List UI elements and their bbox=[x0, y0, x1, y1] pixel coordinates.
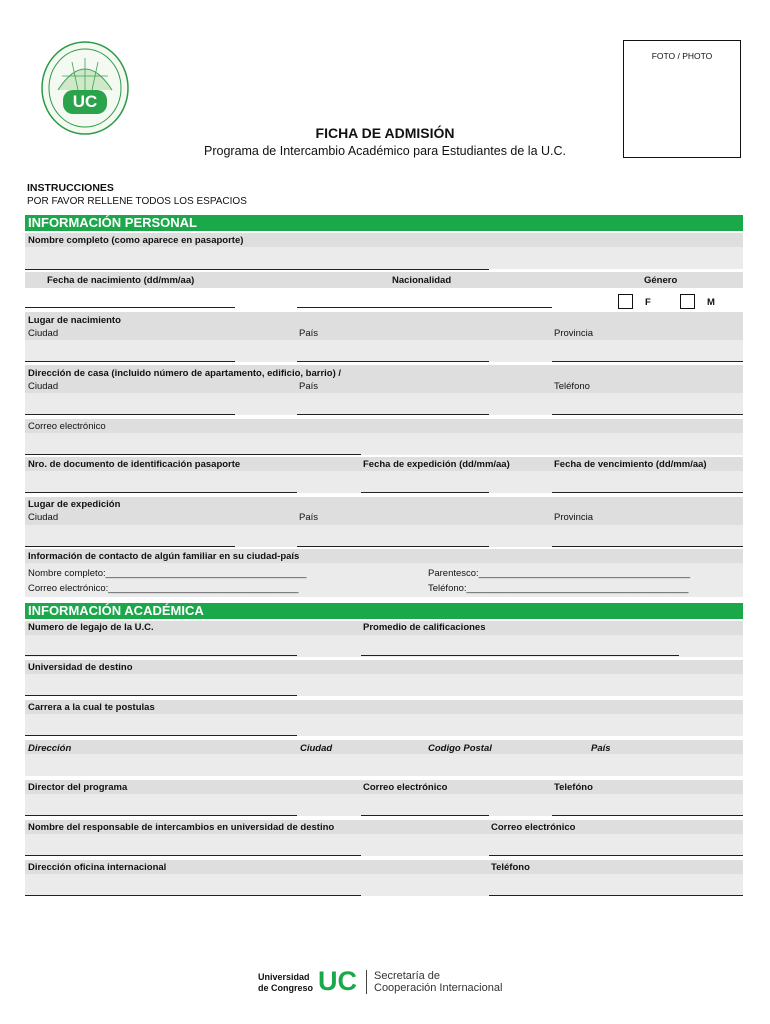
dest-country-label: País bbox=[591, 743, 611, 754]
passport-id-field[interactable] bbox=[25, 492, 297, 493]
gpa-field[interactable] bbox=[361, 655, 679, 656]
exchange-manager-label: Nombre del responsable de intercambios en universidad de destino bbox=[28, 822, 335, 833]
footer-secretaria-line2: Cooperación Internacional bbox=[374, 982, 503, 994]
birth-country-label: País bbox=[299, 328, 319, 339]
manager-email-field[interactable] bbox=[489, 855, 743, 856]
footer-uc-mark: UC bbox=[318, 966, 357, 996]
birth-province-field[interactable] bbox=[552, 361, 743, 362]
passport-id-label: Nro. de documento de identificación pasaporte bbox=[28, 459, 241, 470]
family-phone-field[interactable]: Teléfono:__________________________________________ bbox=[428, 583, 689, 594]
row-bg bbox=[25, 419, 743, 433]
nationality-field[interactable] bbox=[297, 307, 552, 308]
issue-date-field[interactable] bbox=[361, 492, 489, 493]
dest-address-label: Dirección bbox=[28, 743, 72, 754]
home-phone-field[interactable] bbox=[552, 414, 743, 415]
exchange-manager-field[interactable] bbox=[25, 855, 361, 856]
director-label: Director del programa bbox=[28, 782, 128, 793]
legajo-label: Numero de legajo de la U.C. bbox=[28, 622, 154, 633]
row-bg bbox=[25, 740, 743, 754]
email-field[interactable] bbox=[25, 454, 361, 455]
issue-province-label: Provincia bbox=[554, 512, 594, 523]
family-name-field[interactable]: Nombre completo:______________________________________ bbox=[28, 568, 307, 579]
row-bg bbox=[25, 874, 743, 896]
manager-email-label: Correo electrónico bbox=[491, 822, 576, 833]
expiry-date-label: Fecha de vencimiento (dd/mm/aa) bbox=[554, 459, 707, 470]
home-city-field[interactable] bbox=[25, 414, 235, 415]
issue-date-label: Fecha de expedición (dd/mm/aa) bbox=[363, 459, 510, 470]
gpa-label: Promedio de calificaciones bbox=[363, 622, 486, 633]
birth-date-field[interactable] bbox=[25, 307, 235, 308]
gender-label: Género bbox=[644, 275, 678, 286]
section-personal-header: INFORMACIÓN PERSONAL bbox=[25, 215, 743, 231]
career-label: Carrera a la cual te postulas bbox=[28, 702, 155, 713]
gender-f-checkbox[interactable] bbox=[618, 294, 633, 309]
expiry-date-field[interactable] bbox=[552, 492, 743, 493]
director-phone-field[interactable] bbox=[552, 815, 743, 816]
birth-country-field[interactable] bbox=[297, 361, 489, 362]
intl-phone-label: Teléfono bbox=[491, 862, 530, 873]
director-email-label: Correo electrónico bbox=[363, 782, 448, 793]
career-field[interactable] bbox=[25, 735, 297, 736]
full-name-field[interactable] bbox=[25, 269, 489, 270]
seal-uc-text: UC bbox=[72, 92, 98, 111]
row-bg bbox=[25, 312, 743, 340]
full-name-label: Nombre completo (como aparece en pasaporte) bbox=[28, 235, 244, 246]
row-bg bbox=[25, 247, 743, 269]
dest-university-field[interactable] bbox=[25, 695, 297, 696]
director-phone-label: Telefóno bbox=[554, 782, 593, 793]
page-title: FICHA DE ADMISIÓN bbox=[315, 125, 455, 141]
home-country-field[interactable] bbox=[297, 414, 489, 415]
intl-office-field[interactable] bbox=[25, 895, 361, 896]
photo-label: FOTO / PHOTO bbox=[651, 51, 713, 61]
section-academic-header: INFORMACIÓN ACADÉMICA bbox=[25, 603, 743, 619]
gender-m-label: M bbox=[707, 297, 715, 308]
page-subtitle: Programa de Intercambio Académico para Estudiantes de la U.C. bbox=[204, 144, 566, 158]
birth-date-label: Fecha de nacimiento (dd/mm/aa) bbox=[47, 275, 195, 286]
row-bg bbox=[25, 525, 743, 547]
intl-phone-field[interactable] bbox=[489, 895, 743, 896]
row-bg bbox=[25, 393, 743, 415]
issue-province-field[interactable] bbox=[552, 546, 743, 547]
family-contact-label: Información de contacto de algún familiar en su ciudad-país bbox=[28, 551, 300, 562]
birth-city-label: Ciudad bbox=[28, 328, 59, 339]
footer-secretaria-line1: Secretaría de bbox=[374, 970, 441, 982]
birth-place-label: Lugar de nacimiento bbox=[28, 315, 121, 326]
issue-country-label: País bbox=[299, 512, 319, 523]
row-bg bbox=[25, 794, 743, 816]
birth-city-field[interactable] bbox=[25, 361, 235, 362]
instructions-text: POR FAVOR RELLENE TODOS LOS ESPACIOS bbox=[27, 196, 247, 207]
footer-university-line1: Universidad bbox=[258, 972, 310, 982]
instructions-title: INSTRUCCIONES bbox=[27, 182, 114, 194]
gender-m-checkbox[interactable] bbox=[680, 294, 695, 309]
row-bg bbox=[25, 714, 743, 736]
nationality-label: Nacionalidad bbox=[392, 275, 452, 286]
issue-place-label: Lugar de expedición bbox=[28, 499, 121, 510]
issue-country-field[interactable] bbox=[297, 546, 489, 547]
legajo-field[interactable] bbox=[25, 655, 297, 656]
family-relation-field[interactable]: Parentesco:________________________________________ bbox=[428, 568, 691, 579]
birth-province-label: Provincia bbox=[554, 328, 594, 339]
university-seal-logo bbox=[40, 40, 130, 136]
dest-postal-label: Codigo Postal bbox=[428, 743, 492, 754]
intl-office-label: Dirección oficina internacional bbox=[28, 862, 167, 873]
footer-logo bbox=[258, 968, 528, 998]
footer-university-line2: de Congreso bbox=[258, 983, 314, 993]
email-label: Correo electrónico bbox=[28, 421, 106, 432]
director-email-field[interactable] bbox=[361, 815, 489, 816]
row-bg bbox=[25, 471, 743, 493]
home-phone-label: Teléfono bbox=[554, 381, 590, 392]
dest-city-label: Ciudad bbox=[300, 743, 333, 754]
home-address-label: Dirección de casa (incluido número de apartamento, edificio, barrio) / bbox=[28, 368, 342, 379]
row-bg bbox=[25, 340, 743, 362]
dest-university-label: Universidad de destino bbox=[28, 662, 133, 673]
home-city-label: Ciudad bbox=[28, 381, 59, 392]
gender-f-label: F bbox=[645, 297, 651, 308]
row-bg bbox=[25, 635, 743, 657]
footer-divider bbox=[366, 970, 367, 994]
row-bg bbox=[25, 433, 743, 455]
issue-city-field[interactable] bbox=[25, 546, 235, 547]
home-country-label: País bbox=[299, 381, 319, 392]
row-bg bbox=[25, 497, 743, 525]
row-bg bbox=[25, 674, 743, 696]
row-bg bbox=[25, 754, 743, 776]
director-field[interactable] bbox=[25, 815, 297, 816]
issue-city-label: Ciudad bbox=[28, 512, 59, 523]
family-email-field[interactable]: Correo electrónico:____________________________________ bbox=[28, 583, 299, 594]
row-bg bbox=[25, 834, 743, 856]
